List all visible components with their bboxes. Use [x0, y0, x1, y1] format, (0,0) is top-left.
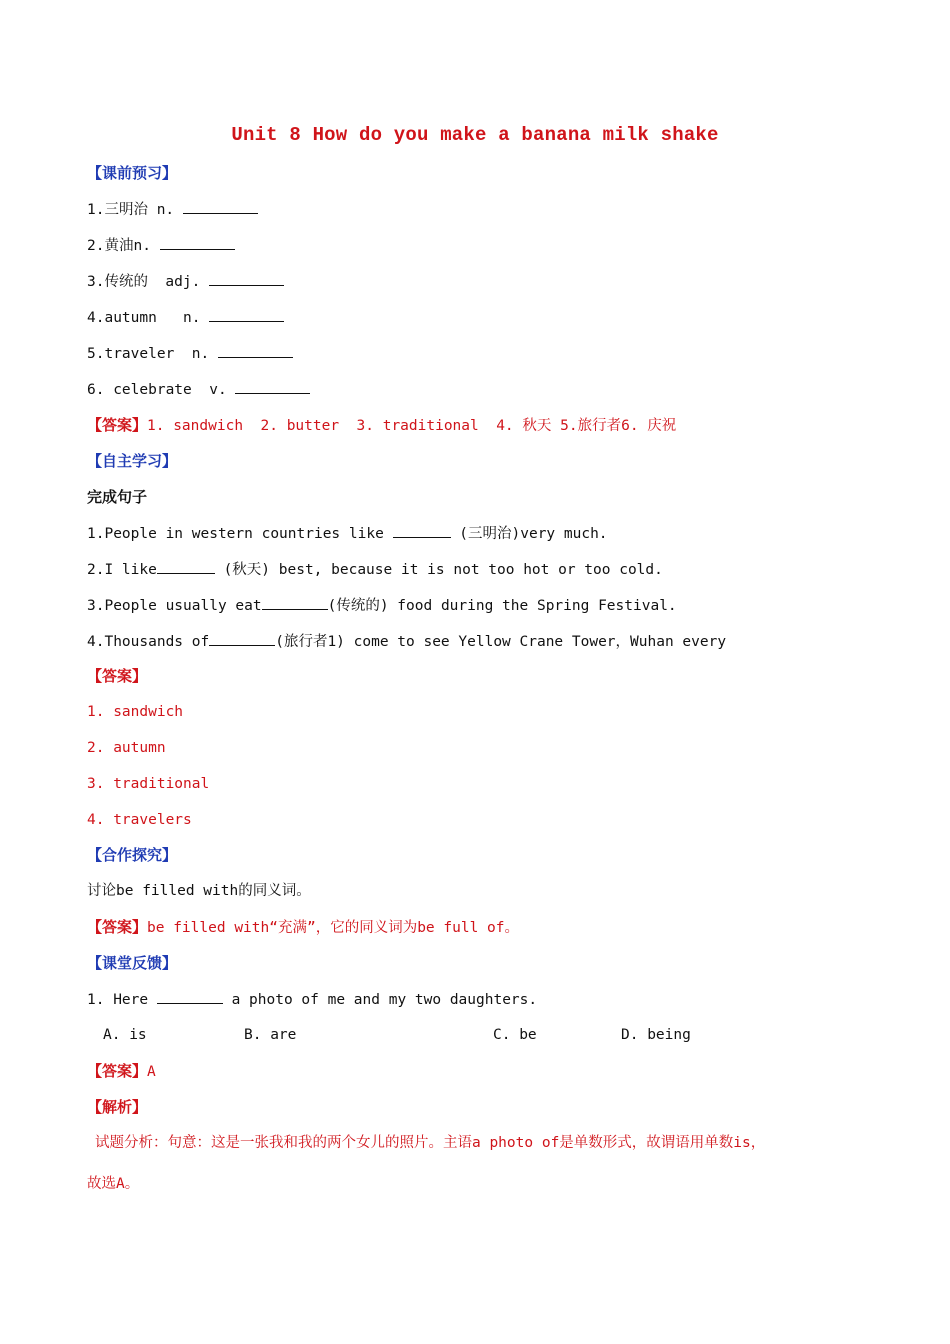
answer-blank[interactable] [262, 595, 328, 610]
vocab-item: 3.传统的 adj. [87, 271, 284, 292]
answer-text: be filled with“充满”，它的同义词为be full of。 [147, 920, 519, 936]
option-b[interactable]: B. are [244, 1027, 297, 1043]
answer-line [87, 917, 519, 938]
answer-blank[interactable] [218, 343, 293, 358]
answer-blank[interactable] [157, 559, 215, 574]
vocab-item: 2.黄油n. [87, 235, 235, 256]
section-heading-preview: 【课前预习】 [87, 164, 178, 182]
answer-item: 1. sandwich [87, 704, 184, 720]
sentence-item: 4.Thousands of (旅行者1) come to see Yellow Crane Tower，Wuhan every [87, 631, 726, 652]
answer-label: 【答案】 [87, 1062, 148, 1080]
answer-blank[interactable] [209, 631, 275, 646]
sentence-item: 1.People in western countries like (三明治)very much. [87, 523, 608, 544]
answer-text: 1. sandwich 2. butter 3. traditional 4. 秋天 5.旅行者6. 庆祝 [147, 418, 677, 434]
answer-blank[interactable] [209, 271, 284, 286]
vocab-item: 1.三明治 n. [87, 199, 258, 220]
section-heading-self-study: 【自主学习】 [87, 452, 178, 470]
page-title: Unit 8 How do you make a banana milk shake [231, 124, 719, 146]
sentence-item: 3.People usually eat (传统的) food during the Spring Festival. [87, 595, 677, 616]
answer-label: 【答案】 [87, 667, 148, 685]
option-c[interactable]: C. be [493, 1027, 537, 1043]
section-heading-cooperative: 【合作探究】 [87, 846, 178, 864]
answer-blank[interactable] [160, 235, 235, 250]
subheading: 完成句子 [87, 488, 148, 506]
answer-label: 【答案】 [87, 416, 148, 434]
vocab-item: 6. celebrate v. [87, 379, 310, 400]
answer-blank[interactable] [209, 307, 284, 322]
answer-item: 2. autumn [87, 740, 166, 756]
answer-item: 4. travelers [87, 812, 192, 828]
vocab-item: 5.traveler n. [87, 343, 293, 364]
answer-item: 3. traditional [87, 776, 210, 792]
sentence-item: 2.I like (秋天) best, because it is not too hot or too cold. [87, 559, 663, 580]
option-d[interactable]: D. being [621, 1027, 691, 1043]
analysis-text: 故选A。 [87, 1176, 140, 1192]
answer-blank[interactable] [157, 989, 223, 1004]
vocab-item: 4.autumn n. [87, 307, 284, 328]
answer-line [87, 1061, 156, 1082]
question-text: 1. Here a photo of me and my two daughters. [87, 989, 537, 1010]
answer-blank[interactable] [235, 379, 310, 394]
answer-value: A [147, 1064, 156, 1080]
answer-label: 【答案】 [87, 918, 148, 936]
analysis-label: 【解析】 [87, 1098, 148, 1116]
answer-line [87, 415, 676, 436]
section-heading-feedback: 【课堂反馈】 [87, 954, 178, 972]
answer-blank[interactable] [183, 199, 258, 214]
question-text: 讨论be filled with的同义词。 [87, 883, 311, 899]
analysis-text: 试题分析：句意：这是一张我和我的两个女儿的照片。主语a photo of是单数形式，故谓语用单数is， [95, 1135, 766, 1151]
answer-blank[interactable] [393, 523, 451, 538]
option-a[interactable]: A. is [103, 1027, 147, 1043]
